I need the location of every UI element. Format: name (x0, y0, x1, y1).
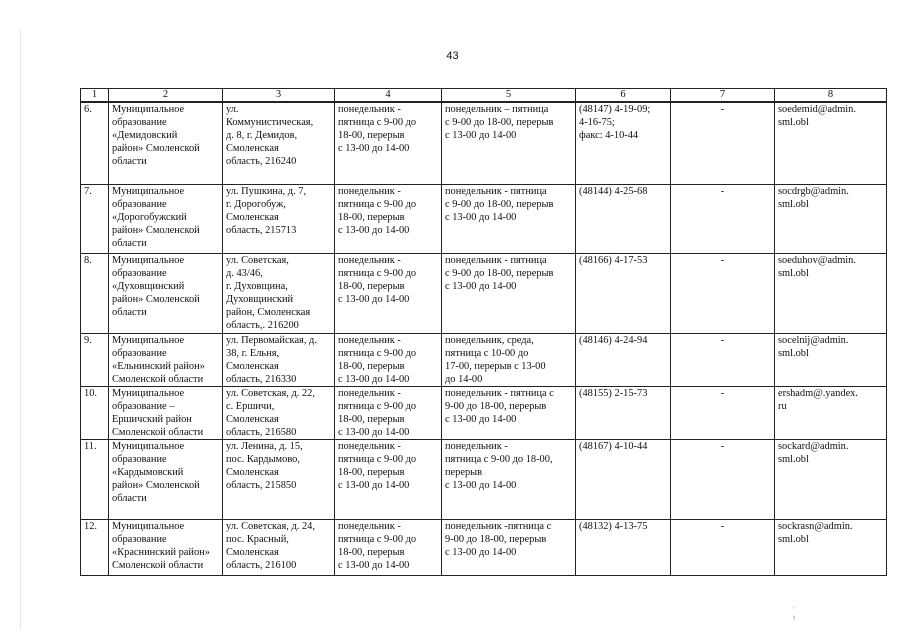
cell-line: с 13-00 до 14-00 (338, 426, 410, 438)
cell-line: пятница с 9-00 до (338, 533, 417, 545)
cell-line: ул. Советская, д. 22, (226, 387, 315, 399)
hours-cell (335, 184, 442, 253)
cell-line: пятница с 9-00 до (338, 267, 417, 279)
cell-line: «Дорогобужский (112, 211, 187, 223)
cell-line: Муниципальное (112, 440, 185, 452)
column-header: 6 (576, 89, 671, 103)
reception-hours-cell (442, 439, 576, 519)
dash-cell (671, 253, 775, 333)
row-number: 11. (84, 440, 97, 452)
email-cell (775, 102, 887, 184)
cell-line: ул. Ленина, д. 15, (226, 440, 303, 452)
cell-line: Коммунистическая, (226, 117, 314, 128)
cell-line: область, 216240 (226, 156, 297, 167)
email-line: soeduhov@admin. (778, 254, 856, 266)
row-number-cell (81, 386, 109, 439)
cell-line: ул. Пушкина, д. 7, (226, 185, 307, 197)
cell-line: ул. Первомайская, д. (226, 334, 317, 346)
cell-line: (48132) 4-13-75 (579, 520, 648, 532)
table-row (81, 439, 887, 519)
email-line: sml.obl (778, 198, 809, 210)
cell-line: 18-00, перерыв (338, 546, 405, 558)
cell-line: пятница с 10-00 до (445, 347, 529, 359)
address-cell (223, 184, 335, 253)
email-line: sockard@admin. (778, 440, 849, 452)
cell-line: «Кардымовский (112, 466, 184, 478)
column-header: 1 (81, 89, 109, 103)
cell-line: Смоленская (226, 143, 279, 154)
cell-line: Смоленская (226, 466, 279, 478)
cell-line: с 13-00 до 14-00 (445, 130, 517, 141)
reception-hours-cell (442, 253, 576, 333)
email-line: sml.obl (778, 117, 809, 128)
cell-line: понедельник - (338, 185, 401, 197)
email-line: sml.obl (778, 267, 809, 279)
cell-line: 38, г. Ельня, (226, 347, 280, 359)
column-header: 3 (223, 89, 335, 103)
municipality-cell (109, 102, 223, 184)
dash-cell (671, 184, 775, 253)
cell-line: 17-00, перерыв с 13-00 (445, 360, 546, 372)
municipality-cell (109, 184, 223, 253)
dash-value: - (720, 185, 725, 197)
cell-line: область, 216580 (226, 426, 297, 438)
table-row (81, 386, 887, 439)
email-line: sml.obl (778, 453, 809, 465)
hours-cell (335, 519, 442, 575)
cell-line: с 13-00 до 14-00 (445, 546, 517, 558)
cell-line: с 13-00 до 14-00 (445, 479, 517, 491)
email-line: sml.obl (778, 347, 809, 359)
address-cell (223, 386, 335, 439)
cell-line: область, 216330 (226, 373, 297, 385)
cell-line: понедельник – пятница (445, 104, 549, 115)
municipality-cell (109, 386, 223, 439)
column-header: 5 (442, 89, 576, 103)
cell-line: области (112, 306, 147, 318)
row-number: 8. (84, 254, 92, 266)
cell-line: район, Смоленская (226, 306, 311, 318)
scan-edge-line (20, 30, 21, 630)
hours-cell (335, 386, 442, 439)
cell-line: 4-16-75; (579, 117, 615, 128)
phone-cell (576, 333, 671, 386)
dash-cell (671, 519, 775, 575)
cell-line: понедельник - (338, 387, 401, 399)
table-row (81, 102, 887, 184)
cell-line: пос. Кардымово, (226, 453, 300, 465)
email-cell (775, 253, 887, 333)
cell-line: с 9-00 до 18-00, перерыв (445, 117, 554, 128)
email-line: sockrasn@admin. (778, 520, 853, 532)
email-line: ershadm@.yandex. (778, 387, 858, 399)
cell-line: район» Смоленской (112, 224, 200, 236)
cell-line: «Краснинский район» (112, 546, 210, 558)
page-number: 43 (446, 50, 459, 62)
cell-line: факс: 4-10-44 (579, 130, 639, 141)
dash-value: - (720, 387, 725, 399)
cell-line: пятница с 9-00 до 18-00, (445, 453, 553, 465)
cell-line: образование (112, 198, 167, 210)
row-number-cell (81, 102, 109, 184)
table-row (81, 253, 887, 333)
phone-cell (576, 519, 671, 575)
row-number-cell (81, 439, 109, 519)
cell-line: понедельник, среда, (445, 334, 534, 346)
cell-line: 18-00, перерыв (338, 360, 405, 372)
phone-cell (576, 439, 671, 519)
cell-line: (48146) 4-24-94 (579, 334, 648, 346)
row-number-cell (81, 333, 109, 386)
cell-line: понедельник - пятница с (445, 387, 554, 399)
cell-line: 18-00, перерыв (338, 280, 405, 292)
email-line: ru (778, 400, 787, 412)
cell-line: области (112, 237, 147, 249)
cell-line: г. Дорогобуж, (226, 198, 286, 210)
column-header: 4 (335, 89, 442, 103)
dash-cell (671, 386, 775, 439)
hours-cell (335, 439, 442, 519)
cell-line: понедельник - (338, 334, 401, 346)
email-cell (775, 439, 887, 519)
email-cell (775, 519, 887, 575)
cell-line: Смоленской области (112, 373, 204, 385)
cell-line: г. Духовщина, (226, 280, 288, 292)
cell-line: Муниципальное (112, 334, 185, 346)
row-number: 7. (84, 185, 92, 197)
address-cell (223, 439, 335, 519)
cell-line: Смоленской области (112, 559, 204, 571)
cell-line: область, 215850 (226, 479, 297, 491)
cell-line: район» Смоленской (112, 143, 200, 154)
cell-line: понедельник - (338, 520, 401, 532)
cell-line: Муниципальное (112, 520, 185, 532)
cell-line: Смоленская (226, 211, 279, 223)
dash-value: - (720, 104, 725, 115)
cell-line: пятница с 9-00 до (338, 198, 417, 210)
cell-line: 18-00, перерыв (338, 130, 405, 141)
cell-line: (48147) 4-19-09; (579, 104, 651, 115)
hours-cell (335, 102, 442, 184)
cell-line: 9-00 до 18-00, перерыв (445, 533, 547, 545)
cell-line: Смоленская (226, 546, 279, 558)
cell-line: понедельник - (338, 440, 401, 452)
cell-line: ул. Советская, (226, 254, 289, 266)
table-header-row (81, 89, 887, 103)
cell-line: образование (112, 533, 167, 545)
reception-hours-cell (442, 102, 576, 184)
cell-line: «Ельнинский район» (112, 360, 205, 372)
dash-value: - (720, 440, 725, 452)
cell-line: Муниципальное (112, 185, 185, 197)
cell-line: образование (112, 347, 167, 359)
cell-line: с 13-00 до 14-00 (338, 224, 410, 236)
cell-line: район» Смоленской (112, 293, 200, 305)
cell-line: «Демидовский (112, 130, 178, 141)
table-row (81, 333, 887, 386)
cell-line: понедельник - пятница (445, 185, 547, 197)
cell-line: с 13-00 до 14-00 (338, 479, 410, 491)
reception-hours-cell (442, 386, 576, 439)
phone-cell (576, 184, 671, 253)
cell-line: область,. 216200 (226, 319, 299, 331)
table-row (81, 519, 887, 575)
cell-line: пятница с 9-00 до (338, 347, 417, 359)
cell-line: Муниципальное (112, 104, 185, 115)
cell-line: образование – (112, 400, 175, 412)
table-row (81, 184, 887, 253)
cell-line: Ершичский район (112, 413, 192, 425)
cell-line: Муниципальное (112, 254, 185, 266)
cell-line: Духовщинский (226, 293, 294, 305)
cell-line: до 14-00 (445, 373, 483, 385)
email-line: socdrgb@admin. (778, 185, 849, 197)
cell-line: с 13-00 до 14-00 (338, 293, 410, 305)
row-number-cell (81, 184, 109, 253)
hours-cell (335, 333, 442, 386)
cell-line: Смоленской области (112, 426, 204, 438)
cell-line: перерыв (445, 466, 483, 478)
cell-line: с 13-00 до 14-00 (445, 280, 517, 292)
cell-line: пятница с 9-00 до (338, 453, 417, 465)
cell-line: 18-00, перерыв (338, 466, 405, 478)
cell-line: с 13-00 до 14-00 (338, 559, 410, 571)
email-line: soedemid@admin. (778, 104, 856, 115)
row-number: 9. (84, 334, 92, 346)
cell-line: с 9-00 до 18-00, перерыв (445, 198, 554, 210)
cell-line: понедельник -пятница с (445, 520, 552, 532)
municipality-cell (109, 253, 223, 333)
reception-hours-cell (442, 184, 576, 253)
email-cell (775, 333, 887, 386)
cell-line: пятница с 9-00 до (338, 400, 417, 412)
cell-line: Смоленская (226, 360, 279, 372)
phone-cell (576, 102, 671, 184)
column-header: 8 (775, 89, 887, 103)
cell-line: с 13-00 до 14-00 (338, 373, 410, 385)
row-number: 6. (84, 104, 92, 115)
dash-cell (671, 102, 775, 184)
cell-line: (48144) 4-25-68 (579, 185, 648, 197)
municipality-cell (109, 333, 223, 386)
cell-line: образование (112, 453, 167, 465)
email-line: sml.obl (778, 533, 809, 545)
dash-value: - (720, 254, 725, 266)
phone-cell (576, 386, 671, 439)
cell-line: с 13-00 до 14-00 (338, 143, 410, 154)
cell-line: область, 216100 (226, 559, 297, 571)
cell-line: Муниципальное (112, 387, 185, 399)
cell-line: понедельник - пятница (445, 254, 547, 266)
dash-cell (671, 333, 775, 386)
email-line: socelnij@admin. (778, 334, 849, 346)
reception-hours-cell (442, 333, 576, 386)
dash-value: - (720, 520, 725, 532)
cell-line: (48155) 2-15-73 (579, 387, 648, 399)
column-header: 2 (109, 89, 223, 103)
reception-hours-cell (442, 519, 576, 575)
cell-line: с 13-00 до 14-00 (445, 211, 517, 223)
cell-line: (48167) 4-10-44 (579, 440, 648, 452)
email-cell (775, 386, 887, 439)
cell-line: Смоленская (226, 413, 279, 425)
cell-line: район» Смоленской (112, 479, 200, 491)
column-header: 7 (671, 89, 775, 103)
cell-line: понедельник - (445, 440, 508, 452)
address-cell (223, 102, 335, 184)
hours-cell (335, 253, 442, 333)
cell-line: области (112, 156, 147, 167)
cell-line: 18-00, перерыв (338, 211, 405, 223)
cell-line: пос. Красный, (226, 533, 289, 545)
cell-line: д. 43/46, (226, 267, 263, 279)
cell-line: 9-00 до 18-00, перерыв (445, 400, 547, 412)
cell-line: с. Ершичи, (226, 400, 275, 412)
scan-mark: ' t (793, 605, 796, 622)
cell-line: с 9-00 до 18-00, перерыв (445, 267, 554, 279)
cell-line: д. 8, г. Демидов, (226, 130, 298, 141)
cell-line: области (112, 492, 147, 504)
cell-line: 18-00, перерыв (338, 413, 405, 425)
cell-line: образование (112, 117, 167, 128)
dash-value: - (720, 334, 725, 346)
address-cell (223, 333, 335, 386)
cell-line: пятница с 9-00 до (338, 117, 417, 128)
cell-line: образование (112, 267, 167, 279)
cell-line: (48166) 4-17-53 (579, 254, 648, 266)
email-cell (775, 184, 887, 253)
cell-line: область, 215713 (226, 224, 297, 236)
row-number-cell (81, 253, 109, 333)
dash-cell (671, 439, 775, 519)
municipality-cell (109, 519, 223, 575)
row-number: 10. (84, 387, 97, 399)
address-cell (223, 519, 335, 575)
row-number: 12. (84, 520, 97, 532)
cell-line: ул. (226, 104, 239, 115)
phone-cell (576, 253, 671, 333)
contacts-table (80, 88, 887, 576)
cell-line: «Духовщинский (112, 280, 185, 292)
cell-line: понедельник - (338, 254, 401, 266)
municipality-cell (109, 439, 223, 519)
cell-line: с 13-00 до 14-00 (445, 413, 517, 425)
cell-line: ул. Советская, д. 24, (226, 520, 315, 532)
row-number-cell (81, 519, 109, 575)
cell-line: понедельник - (338, 104, 401, 115)
address-cell (223, 253, 335, 333)
